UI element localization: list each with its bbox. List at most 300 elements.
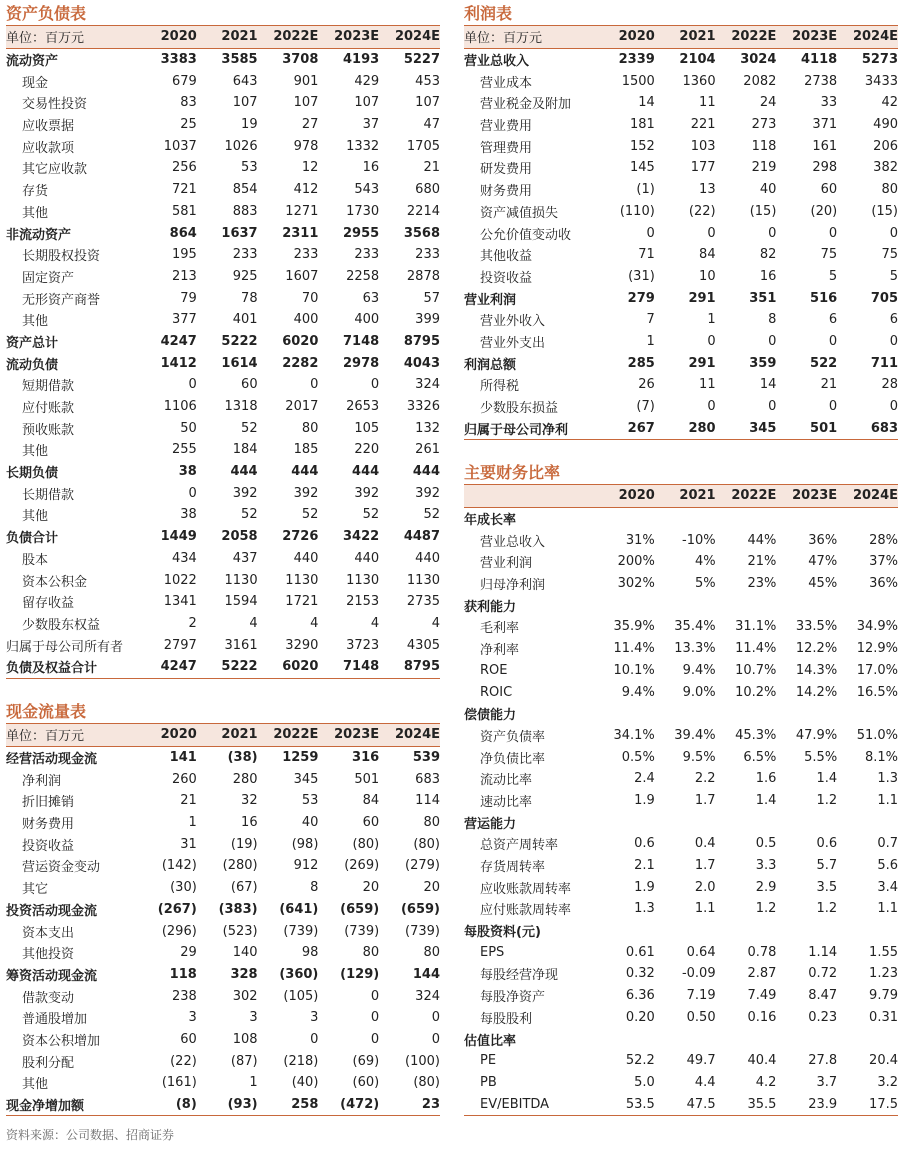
cell-value: 291 bbox=[688, 290, 716, 306]
table-row bbox=[6, 482, 440, 504]
table-row bbox=[6, 569, 440, 591]
cell-value: 0 bbox=[707, 333, 716, 349]
cell-value: 429 bbox=[354, 73, 380, 89]
row-label: 长期股权投资 bbox=[22, 249, 101, 265]
cell-value: 16 bbox=[362, 160, 380, 176]
cell-value: 440 bbox=[293, 550, 319, 566]
cell-value: 3568 bbox=[403, 225, 440, 241]
cell-value: 233 bbox=[293, 247, 319, 263]
table-row bbox=[6, 417, 440, 439]
row-label: 其他 bbox=[22, 314, 49, 330]
row-label: 投资收益 bbox=[22, 838, 75, 854]
year-header: 2020 bbox=[136, 26, 197, 48]
cell-value: 141 bbox=[169, 750, 197, 766]
cell-value: 3383 bbox=[160, 52, 197, 68]
year-header: 2020 bbox=[594, 26, 655, 48]
header-row bbox=[464, 485, 898, 507]
cell-value: 2878 bbox=[406, 268, 440, 284]
table-row bbox=[6, 179, 440, 201]
row-label: 应收款项 bbox=[22, 140, 75, 156]
cell-value: 382 bbox=[873, 160, 898, 176]
table-row bbox=[464, 1050, 898, 1072]
cell-value: 0 bbox=[768, 225, 777, 241]
cell-value: 4% bbox=[694, 554, 716, 570]
cell-value: 490 bbox=[873, 117, 898, 133]
cell-value: (100) bbox=[405, 1053, 440, 1069]
balance-sheet-panel bbox=[6, 3, 440, 679]
cell-value: 4 bbox=[310, 615, 319, 631]
cell-value: 11.4% bbox=[735, 641, 777, 657]
row-label: 少数股东权益 bbox=[22, 617, 101, 633]
income-statement-panel bbox=[464, 3, 898, 440]
row-label: 其他投资 bbox=[22, 947, 75, 963]
cell-value: 399 bbox=[415, 312, 440, 328]
cell-value: -10% bbox=[682, 532, 716, 548]
cell-value: 5 bbox=[828, 268, 838, 284]
cell-value: 39.4% bbox=[674, 727, 716, 743]
row-label: 营业外支出 bbox=[480, 335, 546, 351]
cell-value: 1.1 bbox=[877, 792, 898, 808]
cell-value: 1.2 bbox=[816, 901, 838, 917]
cell-value: 0 bbox=[370, 988, 380, 1004]
cell-value: 16 bbox=[759, 268, 777, 284]
cell-value: (659) bbox=[340, 901, 380, 917]
cell-value: 453 bbox=[415, 73, 440, 89]
cell-value: 3.4 bbox=[877, 879, 898, 895]
cell-value: 50 bbox=[180, 420, 197, 436]
cell-value: (67) bbox=[230, 880, 258, 896]
group-label: 偿债能力 bbox=[464, 708, 517, 724]
cell-value: 42 bbox=[881, 95, 898, 111]
table-row bbox=[6, 812, 440, 834]
cell-value: (641) bbox=[279, 901, 319, 917]
year-header: 2021 bbox=[655, 26, 716, 48]
cell-value: 280 bbox=[232, 771, 258, 787]
cell-value: 8795 bbox=[403, 333, 440, 349]
row-label: 资产减值损失 bbox=[480, 205, 559, 221]
cell-value: 883 bbox=[232, 203, 258, 219]
table-row bbox=[464, 157, 898, 179]
cell-value: 2 bbox=[188, 615, 197, 631]
row-label: 每股净资产 bbox=[480, 990, 546, 1006]
cell-value: 40.4 bbox=[747, 1053, 777, 1069]
cell-value: 324 bbox=[415, 988, 440, 1004]
year-header: 2024E bbox=[837, 485, 898, 507]
row-label: 流动比率 bbox=[480, 773, 533, 789]
cell-value: 256 bbox=[171, 160, 197, 176]
cell-value: 2058 bbox=[221, 529, 258, 545]
cell-value: 114 bbox=[415, 793, 440, 809]
cell-value: 38 bbox=[178, 464, 197, 480]
row-label: 财务费用 bbox=[480, 184, 533, 200]
year-header: 2021 bbox=[197, 26, 258, 48]
row-label: 管理费用 bbox=[480, 140, 533, 156]
cell-value: 3723 bbox=[346, 637, 380, 653]
cell-value: 80 bbox=[423, 945, 440, 961]
cell-value: 145 bbox=[629, 160, 655, 176]
cell-value: 80 bbox=[423, 815, 440, 831]
group-row bbox=[464, 507, 898, 529]
row-label: ROIC bbox=[480, 684, 513, 700]
cell-value: 8.1% bbox=[864, 749, 898, 765]
table-row bbox=[464, 201, 898, 223]
cell-value: 1332 bbox=[346, 138, 380, 154]
cell-value: 5.5% bbox=[804, 749, 838, 765]
cell-value: 161 bbox=[812, 138, 838, 154]
unit-label: 单位：百万元 bbox=[6, 26, 136, 48]
cell-value: 0 bbox=[646, 225, 655, 241]
cell-value: (80) bbox=[413, 1075, 440, 1091]
cell-value: 2.87 bbox=[747, 966, 777, 982]
table-row bbox=[6, 331, 440, 353]
table-row bbox=[6, 656, 440, 678]
row-label: PB bbox=[480, 1074, 497, 1090]
row-label: 归母净利润 bbox=[480, 578, 546, 594]
cell-value: 233 bbox=[415, 247, 440, 263]
cell-value: 258 bbox=[258, 1094, 319, 1116]
cell-value: 0.6 bbox=[634, 836, 655, 852]
row-label: 归属于母公司净利 bbox=[464, 417, 594, 439]
table-row bbox=[464, 244, 898, 266]
row-label: 应收账款周转率 bbox=[480, 881, 572, 897]
cell-value: 0 bbox=[889, 225, 898, 241]
table-row bbox=[464, 352, 898, 374]
cell-value: 1130 bbox=[406, 572, 440, 588]
cell-value: (80) bbox=[413, 836, 440, 852]
cell-value: 7.49 bbox=[747, 988, 777, 1004]
cell-value: 40 bbox=[301, 815, 319, 831]
cell-value: 581 bbox=[171, 203, 197, 219]
cell-value: 0 bbox=[768, 399, 777, 415]
cell-value: 60 bbox=[820, 182, 838, 198]
cell-value: 98 bbox=[301, 945, 319, 961]
unit-label: 单位：百万元 bbox=[464, 26, 594, 48]
cell-value: 1607 bbox=[285, 268, 319, 284]
table-row bbox=[464, 790, 898, 812]
row-label: 长期负债 bbox=[6, 466, 59, 482]
cell-value: (267) bbox=[157, 901, 197, 917]
cell-value: 14.3% bbox=[795, 662, 838, 678]
cell-value: 1.7 bbox=[694, 792, 716, 808]
cell-value: 1705 bbox=[406, 138, 440, 154]
cell-value: 5.0 bbox=[634, 1074, 655, 1090]
cell-value: (60) bbox=[352, 1075, 380, 1091]
cell-value: 2258 bbox=[346, 268, 380, 284]
year-header: 2020 bbox=[594, 485, 655, 507]
cell-value: 2797 bbox=[163, 637, 197, 653]
table-row bbox=[464, 660, 898, 682]
cell-value: 0 bbox=[828, 333, 838, 349]
cell-value: 213 bbox=[171, 268, 197, 284]
row-label: 留存收益 bbox=[22, 596, 75, 612]
cell-value: 4305 bbox=[406, 637, 440, 653]
cell-value: 17.0% bbox=[856, 662, 898, 678]
cell-value: 219 bbox=[751, 160, 777, 176]
cell-value: 118 bbox=[169, 966, 197, 982]
cell-value: 864 bbox=[169, 225, 197, 241]
cell-value: 107 bbox=[354, 95, 380, 111]
cell-value: 3 bbox=[188, 1010, 197, 1026]
cell-value: 2104 bbox=[679, 52, 716, 68]
cell-value: 28% bbox=[869, 532, 898, 548]
row-label: 每股经营净现 bbox=[480, 968, 559, 984]
table-row bbox=[464, 1007, 898, 1029]
cell-value: 400 bbox=[354, 312, 380, 328]
cell-value: 1106 bbox=[163, 399, 197, 415]
cell-value: (40) bbox=[291, 1075, 319, 1091]
table-row bbox=[464, 746, 898, 768]
row-label: 应付账款周转率 bbox=[480, 903, 572, 919]
cell-value: 152 bbox=[629, 138, 655, 154]
cell-value: 1.23 bbox=[869, 966, 898, 982]
row-label: 现金 bbox=[22, 75, 49, 91]
cell-value: 40 bbox=[759, 182, 777, 198]
cell-value: 1721 bbox=[285, 594, 319, 610]
table-row bbox=[464, 266, 898, 288]
cell-value: 24 bbox=[759, 95, 777, 111]
table-row bbox=[464, 92, 898, 114]
row-label: 应付账款 bbox=[22, 401, 75, 417]
cell-value: 12.9% bbox=[856, 641, 898, 657]
cell-value: 221 bbox=[690, 117, 716, 133]
table-row bbox=[6, 526, 440, 548]
cell-value: 6020 bbox=[258, 656, 319, 678]
table-row bbox=[6, 309, 440, 331]
table-row bbox=[464, 179, 898, 201]
cell-value: 80 bbox=[881, 182, 898, 198]
cell-value: 261 bbox=[415, 442, 440, 458]
table-row bbox=[6, 287, 440, 309]
cell-value: 195 bbox=[171, 247, 197, 263]
table-row bbox=[6, 439, 440, 461]
cell-value: 1.3 bbox=[877, 771, 898, 787]
cell-value: (739) bbox=[344, 923, 380, 939]
header-row bbox=[464, 26, 898, 48]
cash-flow-table bbox=[6, 724, 440, 1116]
cell-value: 47.9% bbox=[795, 727, 838, 743]
cell-value: 0.23 bbox=[808, 1009, 838, 1025]
cell-value: 679 bbox=[171, 73, 197, 89]
table-row bbox=[464, 331, 898, 353]
cell-value: 3.7 bbox=[816, 1074, 838, 1090]
row-label: 借款变动 bbox=[22, 990, 75, 1006]
row-label: 流动负债 bbox=[6, 357, 59, 373]
cell-value: 103 bbox=[690, 138, 716, 154]
cell-value: 44% bbox=[747, 532, 777, 548]
cell-value: 5.7 bbox=[816, 858, 838, 874]
row-label: 其他 bbox=[22, 1077, 49, 1093]
table-row bbox=[464, 616, 898, 638]
cell-value: 5273 bbox=[861, 52, 898, 68]
cell-value: 25 bbox=[180, 117, 197, 133]
cell-value: 2082 bbox=[743, 73, 777, 89]
cell-value: 84 bbox=[362, 793, 380, 809]
table-row bbox=[464, 1072, 898, 1094]
group-label: 每股资料(元) bbox=[464, 925, 541, 941]
table-row bbox=[6, 790, 440, 812]
table-row bbox=[6, 504, 440, 526]
cell-value: 392 bbox=[354, 485, 380, 501]
table-row bbox=[464, 985, 898, 1007]
cell-value: 2.2 bbox=[694, 771, 716, 787]
cell-value: 302% bbox=[617, 576, 655, 592]
cell-value: 0 bbox=[310, 377, 319, 393]
row-label: ROE bbox=[480, 662, 508, 678]
cell-value: 71 bbox=[638, 247, 655, 263]
cell-value: (269) bbox=[344, 858, 380, 874]
cell-value: 26 bbox=[638, 377, 655, 393]
cell-value: 12.2% bbox=[795, 641, 838, 657]
cell-value: 0 bbox=[310, 1031, 319, 1047]
cell-value: 10.1% bbox=[613, 662, 655, 678]
cell-value: 6.5% bbox=[743, 749, 777, 765]
row-label: 普通股增加 bbox=[22, 1012, 88, 1028]
cell-value: 8 bbox=[768, 312, 777, 328]
group-row bbox=[464, 594, 898, 616]
cell-value: 3422 bbox=[343, 529, 380, 545]
cell-value: (279) bbox=[405, 858, 440, 874]
cell-value: 0.20 bbox=[625, 1009, 655, 1025]
row-label: 其它应收款 bbox=[22, 162, 88, 178]
table-row bbox=[6, 964, 440, 986]
cell-value: 1 bbox=[188, 815, 197, 831]
cell-value: 901 bbox=[293, 73, 319, 89]
cell-value: 47.5 bbox=[655, 1093, 716, 1115]
cell-value: 0 bbox=[828, 225, 838, 241]
cell-value: 2153 bbox=[346, 594, 380, 610]
cell-value: 1.2 bbox=[755, 901, 777, 917]
cell-value: 2214 bbox=[406, 203, 440, 219]
cell-value: 302 bbox=[232, 988, 258, 1004]
cell-value: 0.16 bbox=[747, 1009, 777, 1025]
row-label: 营运资金变动 bbox=[22, 860, 101, 876]
group-row bbox=[464, 703, 898, 725]
cell-value: 345 bbox=[293, 771, 319, 787]
table-row bbox=[464, 941, 898, 963]
table-row bbox=[6, 920, 440, 942]
cell-value: 2978 bbox=[343, 355, 380, 371]
cell-value: 107 bbox=[232, 95, 258, 111]
cell-value: 53 bbox=[241, 160, 258, 176]
row-label: 存货周转率 bbox=[480, 860, 546, 876]
cell-value: 1.1 bbox=[877, 901, 898, 917]
cell-value: 2017 bbox=[285, 399, 319, 415]
cell-value: (659) bbox=[400, 901, 440, 917]
table-row bbox=[6, 222, 440, 244]
row-label: 其他收益 bbox=[480, 249, 533, 265]
cell-value: 0 bbox=[707, 225, 716, 241]
table-row bbox=[464, 1093, 898, 1115]
cell-value: 82 bbox=[759, 247, 777, 263]
cell-value: 75 bbox=[820, 247, 838, 263]
cell-value: 0 bbox=[188, 377, 197, 393]
table-row bbox=[6, 1094, 440, 1116]
group-row bbox=[464, 811, 898, 833]
cell-value: 79 bbox=[180, 290, 197, 306]
cell-value: 1730 bbox=[346, 203, 380, 219]
cell-value: 298 bbox=[812, 160, 838, 176]
cell-value: 2738 bbox=[804, 73, 838, 89]
cell-value: 444 bbox=[412, 464, 440, 480]
cell-value: (129) bbox=[340, 966, 380, 982]
cell-value: 33 bbox=[820, 95, 838, 111]
cell-value: 21% bbox=[747, 554, 777, 570]
cell-value: 1 bbox=[707, 312, 716, 328]
cash-flow-panel bbox=[6, 701, 440, 1116]
cell-value: 359 bbox=[749, 355, 777, 371]
cell-value: 2955 bbox=[343, 225, 380, 241]
row-label: 资本公积金 bbox=[22, 574, 88, 590]
row-label: 应收票据 bbox=[22, 119, 75, 135]
row-label: 投资收益 bbox=[480, 270, 533, 286]
cell-value: 440 bbox=[354, 550, 380, 566]
cell-value: 3024 bbox=[740, 52, 777, 68]
cell-value: 20 bbox=[362, 880, 380, 896]
cell-value: 49.7 bbox=[686, 1053, 716, 1069]
group-label: 年成长率 bbox=[464, 513, 517, 529]
cell-value: 84 bbox=[699, 247, 716, 263]
cell-value: 7 bbox=[646, 312, 655, 328]
unit-label: 单位：百万元 bbox=[6, 724, 136, 746]
cell-value: 35.5 bbox=[716, 1093, 777, 1115]
cell-value: 23 bbox=[379, 1094, 440, 1116]
row-label: 固定资产 bbox=[22, 270, 75, 286]
cell-value: 35.4% bbox=[674, 619, 716, 635]
cell-value: 47% bbox=[808, 554, 838, 570]
row-label: 无形资产商誉 bbox=[22, 292, 101, 308]
year-header: 2024E bbox=[379, 26, 440, 48]
cell-value: 9.0% bbox=[682, 684, 716, 700]
row-label: 所得税 bbox=[480, 379, 520, 395]
cell-value: (98) bbox=[291, 836, 319, 852]
cell-value: 9.4% bbox=[621, 684, 655, 700]
row-label: 预收账款 bbox=[22, 422, 75, 438]
cell-value: 351 bbox=[749, 290, 777, 306]
row-label: 负债及权益合计 bbox=[6, 656, 136, 678]
cell-value: 925 bbox=[232, 268, 258, 284]
cell-value: 2.1 bbox=[634, 858, 655, 874]
table-row bbox=[6, 396, 440, 418]
row-label: 其他 bbox=[22, 509, 49, 525]
row-label: 研发费用 bbox=[480, 162, 533, 178]
cell-value: 3.2 bbox=[877, 1074, 898, 1090]
cell-value: 643 bbox=[232, 73, 258, 89]
cell-value: 1037 bbox=[163, 138, 197, 154]
table-row bbox=[6, 768, 440, 790]
cell-value: (69) bbox=[352, 1053, 380, 1069]
cell-value: 144 bbox=[412, 966, 440, 982]
cell-value: 501 bbox=[776, 417, 837, 439]
cell-value: 8795 bbox=[379, 656, 440, 678]
cell-value: 38 bbox=[180, 507, 197, 523]
cell-value: (93) bbox=[197, 1094, 258, 1116]
cell-value: 21 bbox=[423, 160, 440, 176]
cell-value: 392 bbox=[293, 485, 319, 501]
cell-value: 285 bbox=[627, 355, 655, 371]
cell-value: 60 bbox=[241, 377, 258, 393]
cell-value: (31) bbox=[628, 268, 655, 284]
cell-value: 516 bbox=[810, 290, 838, 306]
row-label: 营业费用 bbox=[480, 119, 533, 135]
table-row bbox=[464, 768, 898, 790]
cell-value: (30) bbox=[170, 880, 197, 896]
row-label: EPS bbox=[480, 944, 505, 960]
cell-value: 52 bbox=[241, 420, 258, 436]
cell-value: 31% bbox=[625, 532, 655, 548]
row-label: 流动资产 bbox=[6, 54, 59, 70]
row-label: 长期借款 bbox=[22, 487, 75, 503]
cell-value: 3290 bbox=[285, 637, 319, 653]
